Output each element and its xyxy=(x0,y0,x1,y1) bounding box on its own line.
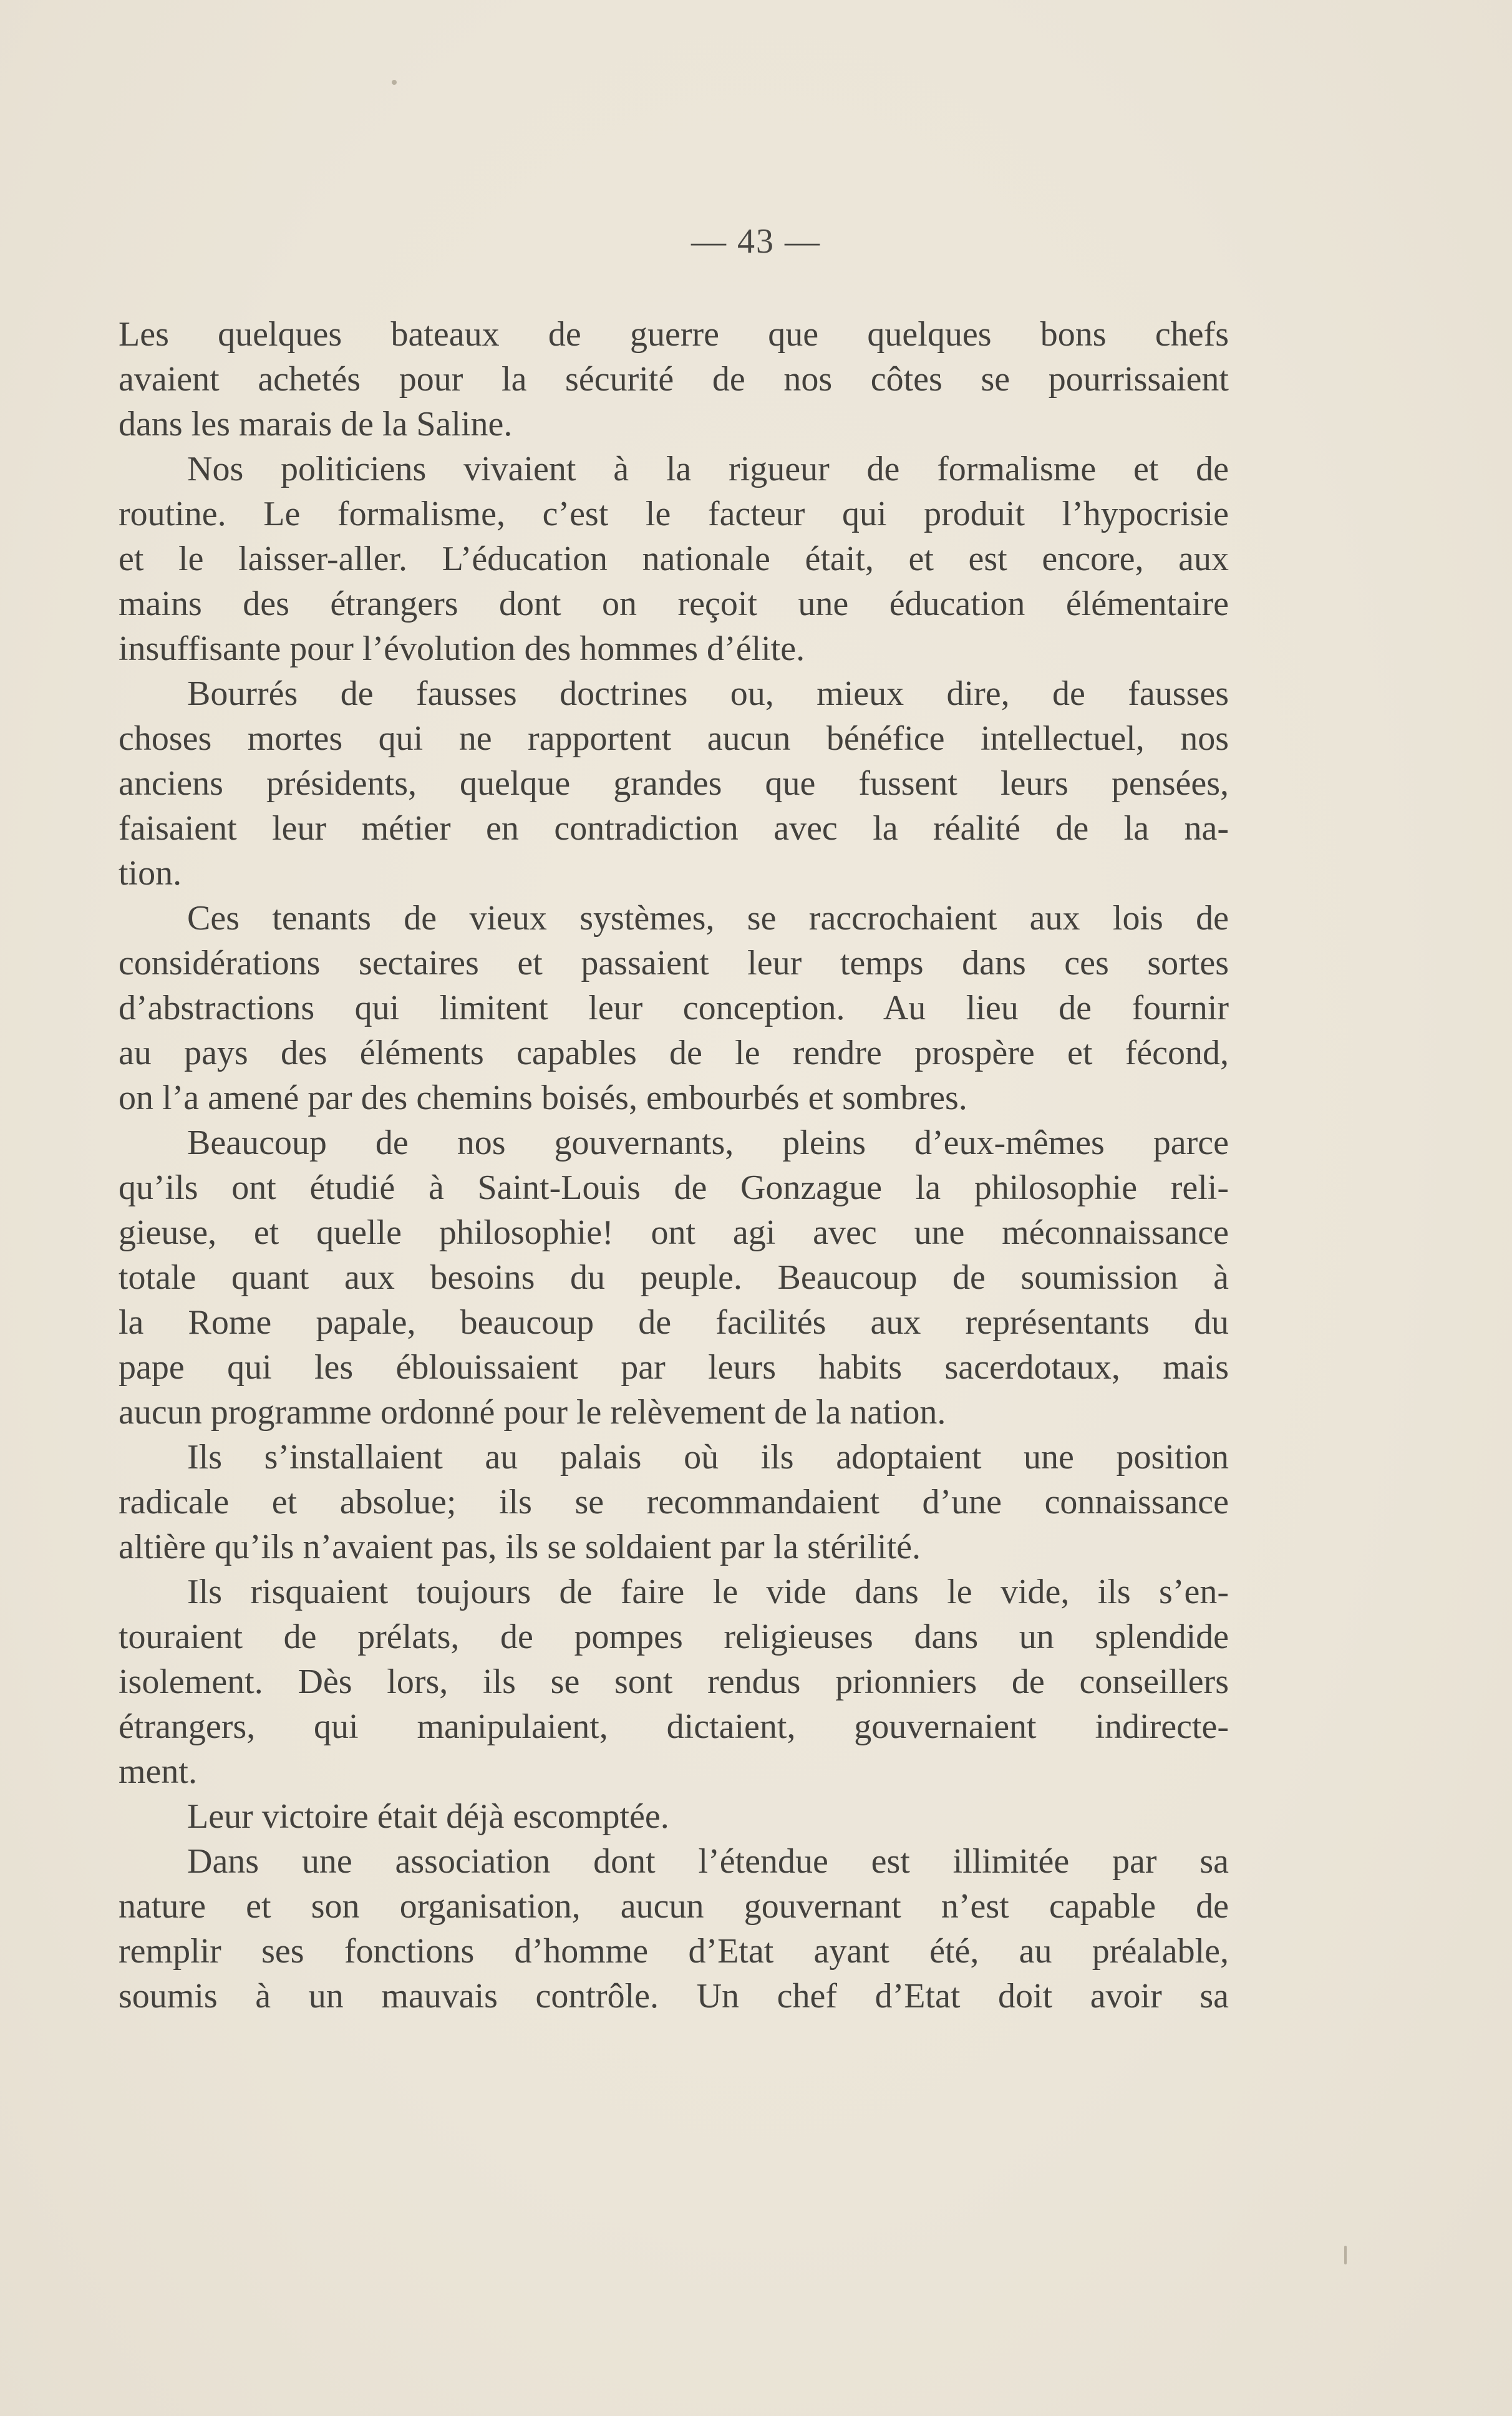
text-line: routine. Le formalisme, c’est le facteur qui produit l’hypocrisie xyxy=(119,495,1229,533)
text-line: Les quelques bateaux de guerre que quelques bons chefs xyxy=(119,315,1229,354)
text-line: Dans une association dont l’étendue est illimitée par sa xyxy=(187,1842,1229,1881)
paper-speck xyxy=(1344,2246,1347,2264)
text-line: aucun programme ordonné pour le relèvement de la nation. xyxy=(119,1393,946,1432)
text-line: qu’ils ont étudié à Saint-Louis de Gonzague la philosophie reli- xyxy=(119,1168,1229,1207)
text-line: d’abstractions qui limitent leur conception. Au lieu de fournir xyxy=(119,989,1229,1027)
text-line: pape qui les éblouissaient par leurs habits sacerdotaux, mais xyxy=(119,1348,1229,1387)
text-line: choses mortes qui ne rapportent aucun bénéfice intellectuel, nos xyxy=(119,719,1229,758)
body-text xyxy=(119,312,1229,2019)
text-line: Leur victoire était déjà escomptée. xyxy=(187,1797,669,1836)
text-line: gieuse, et quelle philosophie! ont agi avec une méconnaissance xyxy=(119,1213,1229,1252)
text-line: étrangers, qui manipulaient, dictaient, gouvernaient indirecte- xyxy=(119,1707,1229,1746)
text-line: Ces tenants de vieux systèmes, se raccrochaient aux lois de xyxy=(187,899,1229,938)
text-line: remplir ses fonctions d’homme d’Etat ayant été, au préalable, xyxy=(119,1932,1229,1971)
text-line: ment. xyxy=(119,1752,197,1791)
text-line: touraient de prélats, de pompes religieuses dans un splendide xyxy=(119,1618,1229,1656)
text-line: mains des étrangers dont on reçoit une éducation élémentaire xyxy=(119,585,1229,623)
text-line: dans les marais de la Saline. xyxy=(119,405,513,444)
text-line: Ils s’installaient au palais où ils adoptaient une position xyxy=(187,1438,1229,1477)
text-line: anciens présidents, quelque grandes que fussent leurs pensées, xyxy=(119,764,1229,803)
text-line: la Rome papale, beaucoup de facilités aux représentants du xyxy=(119,1303,1229,1342)
text-line: nature et son organisation, aucun gouvernant n’est capable de xyxy=(119,1887,1229,1926)
text-line: altière qu’ils n’avaient pas, ils se soldaient par la stérilité. xyxy=(119,1528,921,1566)
text-line: avaient achetés pour la sécurité de nos côtes se pourrissaient xyxy=(119,360,1229,399)
paper-speck xyxy=(392,80,397,85)
text-line: faisaient leur métier en contradiction avec la réalité de la na- xyxy=(119,809,1229,848)
text-line: et le laisser-aller. L’éducation nationale était, et est encore, aux xyxy=(119,540,1229,578)
text-line: au pays des éléments capables de le rendre prospère et fécond, xyxy=(119,1034,1229,1072)
text-line: Nos politiciens vivaient à la rigueur de formalisme et de xyxy=(187,450,1229,488)
text-line: radicale et absolue; ils se recommandaient d’une connaissance xyxy=(119,1483,1229,1521)
text-line: on l’a amené par des chemins boisés, embourbés et sombres. xyxy=(119,1079,967,1117)
text-line: Bourrés de fausses doctrines ou, mieux dire, de fausses xyxy=(187,674,1229,713)
text-line: insuffisante pour l’évolution des hommes d’élite. xyxy=(119,629,805,668)
text-line: tion. xyxy=(119,854,182,893)
text-line: totale quant aux besoins du peuple. Beaucoup de soumission à xyxy=(119,1258,1229,1297)
text-line: Ils risquaient toujours de faire le vide dans le vide, ils s’en- xyxy=(187,1573,1229,1611)
text-line: soumis à un mauvais contrôle. Un chef d’Etat doit avoir sa xyxy=(119,1977,1229,2016)
text-line: isolement. Dès lors, ils se sont rendus prionniers de conseillers xyxy=(119,1662,1229,1701)
page-number: — 43 — xyxy=(691,222,821,261)
text-line: Beaucoup de nos gouvernants, pleins d’eux-mêmes parce xyxy=(187,1123,1229,1162)
text-line: considérations sectaires et passaient leur temps dans ces sortes xyxy=(119,944,1229,982)
